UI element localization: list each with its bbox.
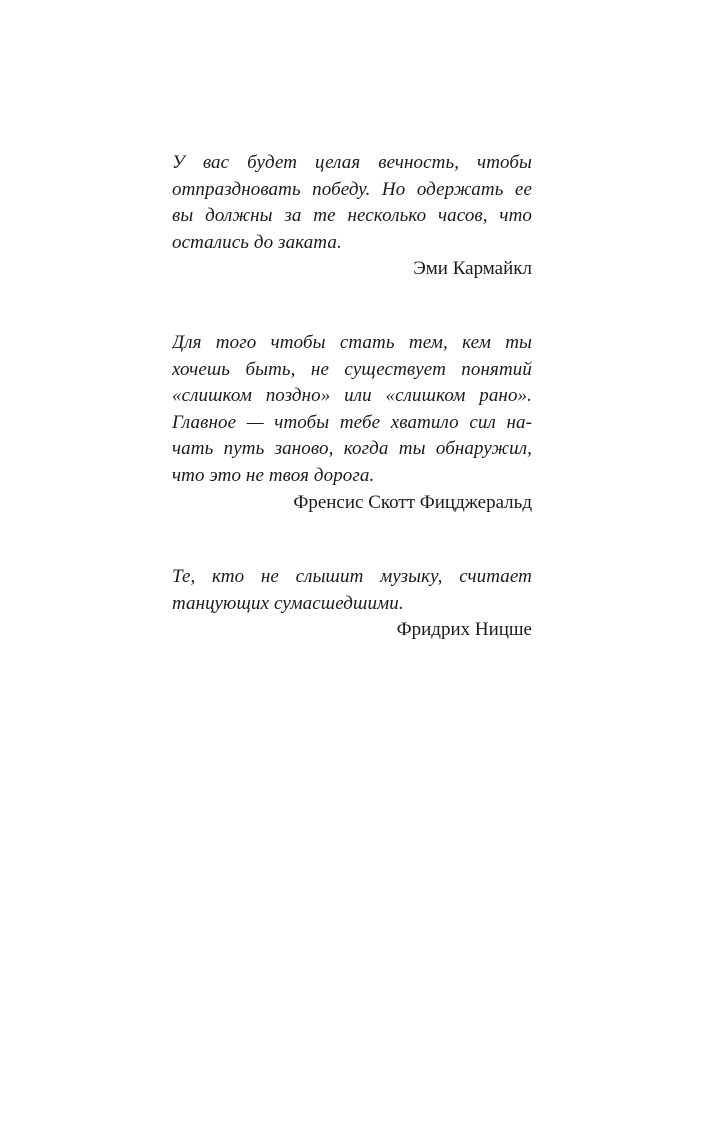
quote-author: Фридрих Ницше <box>396 619 532 641</box>
quote-line: отпраздновать победу. Но одержать ее <box>172 178 532 200</box>
quote-line: хочешь быть, не существует понятий <box>172 358 532 380</box>
quote-line: Те, кто не слышит музыку, считает <box>172 566 532 587</box>
quote-text <box>172 330 532 490</box>
quote-line: «слишком поздно» или «слишком рано». <box>172 385 532 407</box>
quote-text <box>172 564 532 617</box>
quote-text <box>172 150 532 256</box>
quote-line: остались до заката. <box>172 231 342 253</box>
quote-line: У вас будет целая вечность, чтобы <box>172 152 532 173</box>
quote-line: вы должны за те несколько часов, что <box>172 205 532 227</box>
quote-author: Френсис Скотт Фицджеральд <box>293 491 532 513</box>
quote-line: Для того чтобы стать тем, кем ты <box>172 332 532 353</box>
quote-author: Эми Кармайкл <box>413 258 532 280</box>
epigraph-quote-1 <box>172 150 532 283</box>
epigraph-quote-2 <box>172 330 532 516</box>
quote-line: чать путь заново, когда ты обнаружил, <box>172 438 532 460</box>
epigraph-quote-3 <box>172 564 532 644</box>
quote-line: что это не твоя дорога. <box>172 464 375 486</box>
quote-line: танцующих сумасшедшими. <box>172 592 404 614</box>
quote-line: Главное — чтобы тебе хватило сил на- <box>172 411 532 433</box>
